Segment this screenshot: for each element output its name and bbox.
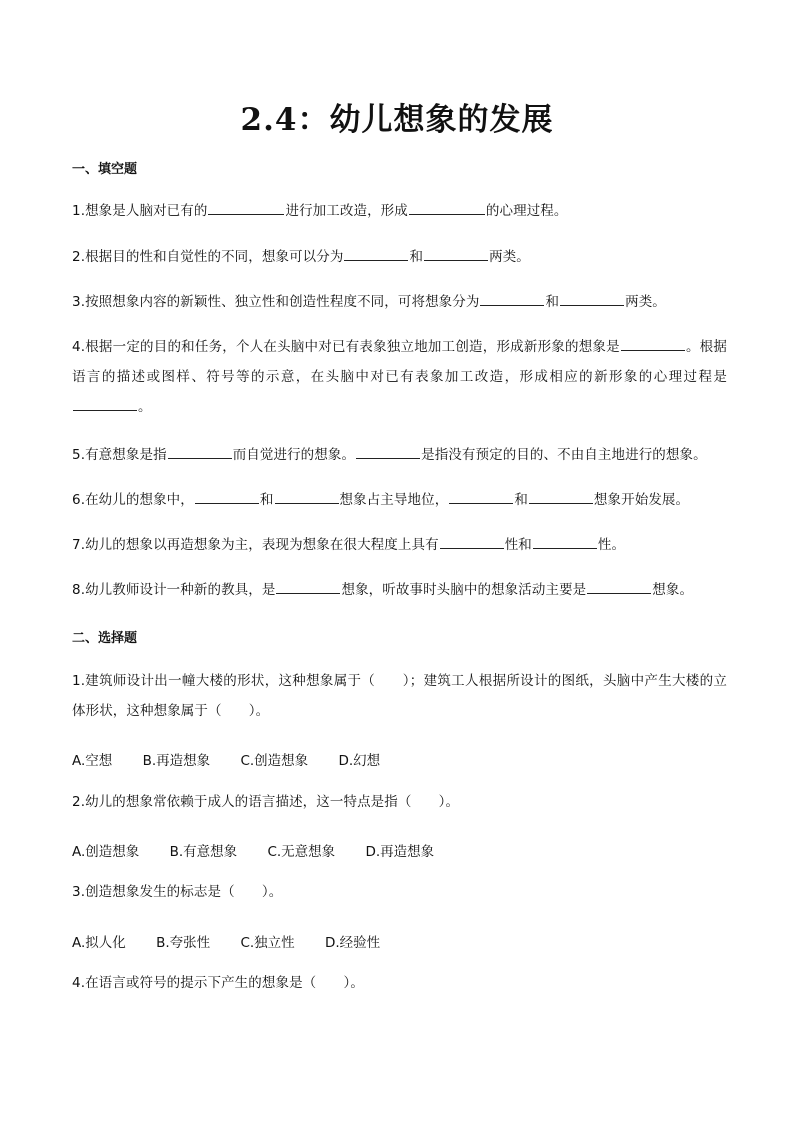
- option-b[interactable]: B.夸张性: [156, 935, 211, 951]
- answer-blank[interactable]: [275, 490, 339, 504]
- choice-question-2: 2.幼儿的想象常依赖于成人的语言描述，这一特点是指（ ）。: [72, 794, 460, 810]
- option-a[interactable]: A.拟人化: [72, 935, 126, 951]
- question-text: 7.幼儿的想象以再造想象为主，表现为想象在很大程度上具有: [72, 537, 439, 553]
- answer-blank[interactable]: [344, 247, 408, 261]
- option-a[interactable]: A.创造想象: [72, 844, 140, 860]
- option-d[interactable]: D.再造想象: [365, 844, 435, 860]
- answer-blank[interactable]: [533, 535, 597, 549]
- choice-question-4: 4.在语言或符号的提示下产生的想象是（ ）。: [72, 975, 364, 991]
- answer-blank[interactable]: [560, 292, 624, 306]
- fill-question-7: [72, 530, 727, 560]
- question-text: 两类。: [625, 294, 666, 310]
- question-text: 4.根据一定的目的和任务，个人在头脑中对已有表象独立地加工创造，形成新形象的想象是: [72, 339, 620, 355]
- question-text: 。: [138, 399, 152, 415]
- question-text: 和: [545, 294, 560, 310]
- question-text: 而自觉进行的想象。: [232, 447, 356, 463]
- question-text: 2.根据目的性和自觉性的不同，想象可以分为: [72, 249, 344, 265]
- choice-question-3: 3.创造想象发生的标志是（ ）。: [72, 884, 283, 900]
- option-b[interactable]: B.再造想象: [142, 753, 211, 769]
- answer-blank[interactable]: [168, 445, 232, 459]
- option-d[interactable]: D.幻想: [338, 753, 381, 769]
- question-text: 两类。: [489, 249, 530, 265]
- fill-question-5: [72, 440, 727, 470]
- question-text: 性和: [504, 537, 532, 553]
- option-a[interactable]: A.空想: [72, 753, 113, 769]
- question-text: 8.幼儿教师设计一种新的教具，是: [72, 582, 276, 598]
- option-d[interactable]: D.经验性: [324, 935, 381, 951]
- fill-question-8: [72, 575, 727, 605]
- answer-blank[interactable]: [409, 201, 485, 215]
- answer-blank[interactable]: [449, 490, 513, 504]
- answer-blank[interactable]: [440, 535, 504, 549]
- question-text: 和: [259, 492, 274, 508]
- fill-question-2: [72, 242, 727, 272]
- question-text: 想象，听故事时头脑中的想象活动主要是: [341, 582, 587, 598]
- answer-blank[interactable]: [73, 397, 137, 411]
- question-text: 和: [514, 492, 528, 508]
- answer-blank[interactable]: [208, 201, 284, 215]
- question-text: 5.有意想象是指: [72, 447, 167, 463]
- answer-blank[interactable]: [424, 247, 488, 261]
- fill-question-4: [72, 332, 727, 422]
- fill-question-1: [72, 196, 727, 226]
- question-text: 想象占主导地位，: [339, 492, 449, 508]
- answer-blank[interactable]: [587, 580, 651, 594]
- question-text: 性。: [597, 537, 626, 553]
- answer-blank[interactable]: [480, 292, 544, 306]
- option-c[interactable]: C.独立性: [240, 935, 295, 951]
- choice-question-1: 1.建筑师设计出一幢大楼的形状，这种想象属于（ ）；建筑工人根据所设计的图纸，头脑中产生大楼的立体形状，这种想象属于（ ）。: [72, 673, 727, 719]
- answer-blank[interactable]: [276, 580, 340, 594]
- answer-blank[interactable]: [195, 490, 259, 504]
- choice-options-1: [72, 749, 406, 769]
- page-title: 2.4：幼儿想象的发展: [240, 102, 554, 138]
- question-text: 想象开始发展。: [593, 492, 690, 508]
- question-text: 的心理过程。: [485, 203, 568, 219]
- question-text: 想象。: [652, 582, 694, 598]
- section-heading-choice: 二、选择题: [72, 631, 138, 646]
- question-text: 是指没有预定的目的、不由自主地进行的想象。: [421, 447, 707, 463]
- question-text: 6.在幼儿的想象中，: [72, 492, 194, 508]
- fill-question-6: [72, 485, 727, 515]
- answer-blank[interactable]: [356, 445, 420, 459]
- option-b[interactable]: B.有意想象: [169, 844, 238, 860]
- choice-options-3: [72, 931, 406, 951]
- choice-options-2: [72, 840, 460, 860]
- fill-question-3: [72, 287, 727, 317]
- question-text: 3.按照想象内容的新颖性、独立性和创造性程度不同，可将想象分为: [72, 294, 480, 310]
- answer-blank[interactable]: [529, 490, 593, 504]
- question-text: 1.想象是人脑对已有的: [72, 203, 208, 219]
- option-c[interactable]: C.创造想象: [240, 753, 309, 769]
- option-c[interactable]: C.无意想象: [267, 844, 336, 860]
- question-text: 。根据语言的描述或图样、符号等的示意，在头脑中对已有表象加工改造，形成相应的新形象的心理过程是: [72, 339, 727, 385]
- section-heading-fill-blank: 一、填空题: [72, 162, 138, 177]
- question-text: 和: [409, 249, 424, 265]
- question-text: 进行加工改造，形成: [285, 203, 408, 219]
- answer-blank[interactable]: [621, 337, 685, 351]
